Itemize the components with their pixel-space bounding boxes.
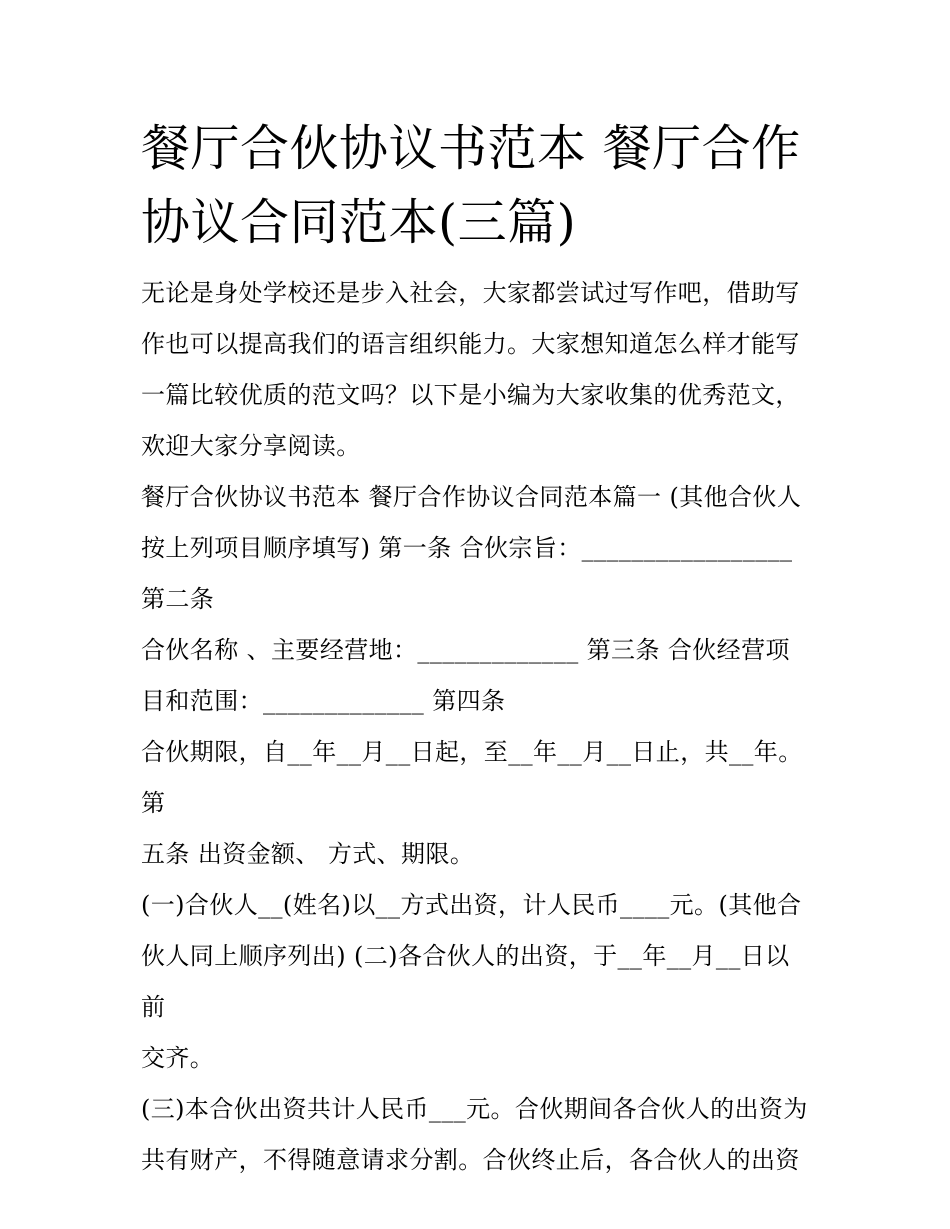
- clause-paragraph: [141, 880, 813, 1084]
- intro-paragraph: [141, 268, 813, 472]
- clause-paragraph: [141, 727, 813, 880]
- text-line: 第二条: [141, 585, 215, 613]
- text-line: 五条 出资金额、 方式、期限。: [141, 840, 475, 868]
- text-line: 餐厅合伙协议书范本 餐厅合作协议合同范本篇一 (其他合伙人: [141, 483, 802, 511]
- document-body: [141, 112, 813, 1186]
- text-line: 伙人同上顺序列出) (二)各合伙人的出资，于__年__月__日以前: [141, 942, 790, 1021]
- title-line: 协议合同范本(三篇): [141, 194, 577, 251]
- text-line: 按上列项目顺序填写) 第一条 合伙宗旨：_________________: [141, 534, 793, 562]
- clause-paragraph: [141, 625, 813, 727]
- text-line: 合伙期限，自__年__月__日起，至__年__月__日止，共__年。 第: [141, 738, 803, 817]
- text-line: (三)本合伙出资共计人民币___元。合伙期间各合伙人的出资为: [141, 1095, 808, 1123]
- document-title: [141, 112, 813, 260]
- text-line: 交齐。: [141, 1044, 215, 1072]
- clause-paragraph: [141, 1084, 813, 1186]
- text-line: 目和范围：_____________ 第四条: [141, 687, 506, 715]
- text-line: 共有财产，不得随意请求分割。合伙终止后，各合伙人的出资: [141, 1146, 800, 1174]
- title-line: 餐厅合伙协议书范本 餐厅合作: [141, 120, 801, 177]
- text-line: (一)合伙人__(姓名)以__方式出资，计人民币____元。(其他合: [141, 891, 802, 919]
- text-line: 无论是身处学校还是步入社会，大家都尝试过写作吧，借助写: [141, 279, 800, 307]
- text-line: 欢迎大家分享阅读。: [141, 432, 361, 460]
- clause-paragraph: [141, 472, 813, 625]
- text-line: 一篇比较优质的范文吗？以下是小编为大家收集的优秀范文，: [141, 381, 800, 409]
- text-line: 作也可以提高我们的语言组织能力。大家想知道怎么样才能写: [141, 330, 800, 358]
- text-line: 合伙名称 、主要经营地：_____________ 第三条 合伙经营项: [141, 636, 790, 664]
